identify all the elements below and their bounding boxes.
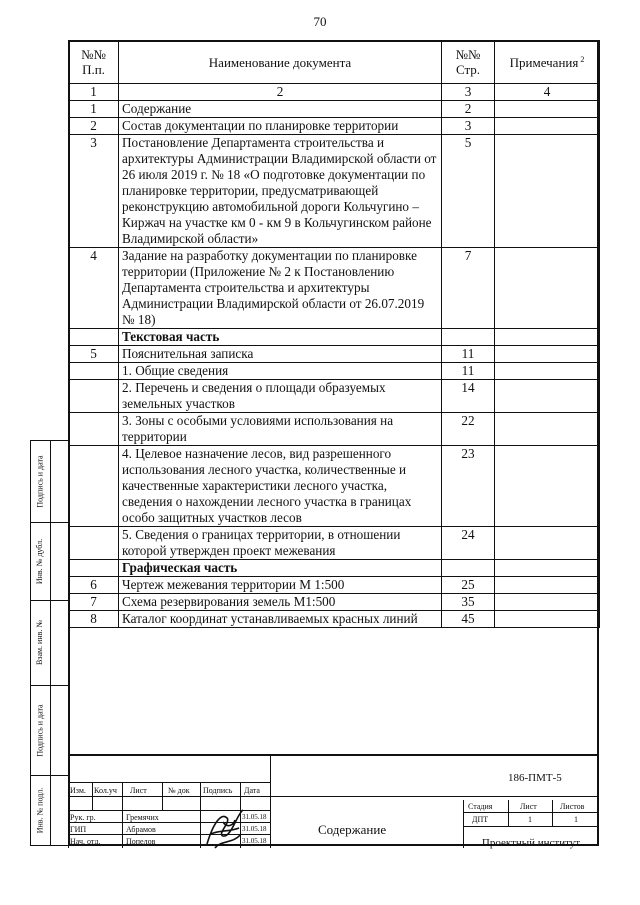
row-number: 4 — [69, 248, 119, 329]
col-number: 4 — [495, 84, 600, 101]
sign-date: 31.05.18 — [242, 825, 267, 833]
stage-header: Стадия — [468, 802, 493, 811]
stamp-col-change: Изм. — [70, 786, 86, 795]
person-name: Попелов — [126, 837, 156, 846]
row-page: 22 — [442, 413, 495, 446]
row-page: 5 — [442, 135, 495, 248]
header-note-sup: 2 — [580, 54, 585, 64]
role: Нач. отд. — [70, 837, 101, 846]
row-number: 3 — [69, 135, 119, 248]
person-name: Абрамов — [126, 825, 156, 834]
row-page: 3 — [442, 118, 495, 135]
row-number: 6 — [69, 577, 119, 594]
row-number: 8 — [69, 611, 119, 628]
document-code: 186-ПМТ-5 — [508, 772, 562, 784]
stamp-col-sheet: Лист — [130, 786, 147, 795]
row-number: 7 — [69, 594, 119, 611]
row-page: 7 — [442, 248, 495, 329]
row-number: 5 — [69, 346, 119, 363]
row-document-name: 2. Перечень и сведения о площади образуемых земельных участков — [119, 380, 442, 413]
row-page: 35 — [442, 594, 495, 611]
stamp-col-doc: № док — [168, 786, 190, 795]
row-page: 11 — [442, 363, 495, 380]
sheets-value: 1 — [574, 815, 578, 824]
sheet-title: Содержание — [318, 822, 387, 837]
side-label-replace-inv: Взам. инв. № — [35, 619, 45, 666]
stage-value: ДПТ — [472, 815, 489, 824]
side-label-signature-date-2: Подпись и дата — [35, 703, 45, 757]
row-document-name: Чертеж межевания территории М 1:500 — [119, 577, 442, 594]
row-document-name: Графическая часть — [119, 560, 442, 577]
row-document-name: 4. Целевое назначение лесов, вид разрешенного использования лесного участка, количественные и качественные характеристики лесного участка, сведения о нахождении лесного участка в границах особо защитных участков лесов — [119, 446, 442, 527]
sheets-header: Листов — [560, 802, 585, 811]
row-document-name: Содержание — [119, 101, 442, 118]
sheet-value: 1 — [528, 815, 532, 824]
col-number: 1 — [69, 84, 119, 101]
col-number: 2 — [119, 84, 442, 101]
row-document-name: 5. Сведения о границах территории, в отношении которой утвержден проект межевания — [119, 527, 442, 560]
row-number: 1 — [69, 101, 119, 118]
row-document-name: Каталог координат устанавливаемых красных линий — [119, 611, 442, 628]
stamp-col-date: Дата — [244, 786, 260, 795]
person-name: Гремячих — [126, 813, 159, 822]
col-number: 3 — [442, 84, 495, 101]
side-stamp-strip — [30, 440, 68, 846]
page-frame — [68, 40, 599, 846]
header-page: №№ Стр. — [442, 41, 495, 84]
row-document-name: 3. Зоны с особыми условиями использования на территории — [119, 413, 442, 446]
row-number: 2 — [69, 118, 119, 135]
row-document-name: Пояснительная записка — [119, 346, 442, 363]
row-page: 2 — [442, 101, 495, 118]
row-document-name: 1. Общие сведения — [119, 363, 442, 380]
row-document-name: Постановление Департамента строительства и архитектуры Администрации Владимирской области от 26 июля 2019 г. № 18 «О подготовке документации по планировке территории, предусматривающей реконструкцию автомобильной дороги Кольчугино – Киржач на участке км 0 - км 9 в Кольчугинском районе Владимирской области» — [119, 135, 442, 248]
page-number: 70 — [313, 14, 327, 29]
row-document-name: Состав документации по планировке территории — [119, 118, 442, 135]
sign-date: 31.05.18 — [242, 813, 267, 821]
row-document-name: Текстовая часть — [119, 329, 442, 346]
sheet-header: Лист — [520, 802, 537, 811]
row-page: 45 — [442, 611, 495, 628]
side-label-orig-inv: Инв. № подл. — [35, 787, 45, 834]
role: ГИП — [70, 825, 87, 834]
role: Рук. гр. — [70, 813, 96, 822]
side-label-dup-inv: Инв. № дубл. — [35, 538, 45, 584]
signature-scribble — [203, 804, 247, 850]
row-page: 25 — [442, 577, 495, 594]
row-document-name: Схема резервирования земель М1:500 — [119, 594, 442, 611]
row-page: 24 — [442, 527, 495, 560]
header-note-label: Примечания — [509, 54, 579, 70]
title-block — [68, 754, 599, 848]
header-num: №№ П.п. — [69, 41, 119, 84]
stamp-col-qty: Кол.уч — [94, 786, 117, 795]
row-page: 23 — [442, 446, 495, 527]
organization-name: Проектный институт — [481, 837, 581, 849]
row-document-name: Задание на разработку документации по планировке территории (Приложение № 2 к Постановлению Департамента строительства и архитектуры Администрации Владимирской области от 26.07.2019 № 18) — [119, 248, 442, 329]
row-page: 11 — [442, 346, 495, 363]
side-label-signature-date: Подпись и дата — [35, 454, 45, 508]
row-page: 14 — [442, 380, 495, 413]
header-name: Наименование документа — [119, 41, 442, 84]
stamp-col-sign: Подпись — [203, 786, 233, 795]
sign-date: 31.05.18 — [242, 837, 267, 845]
